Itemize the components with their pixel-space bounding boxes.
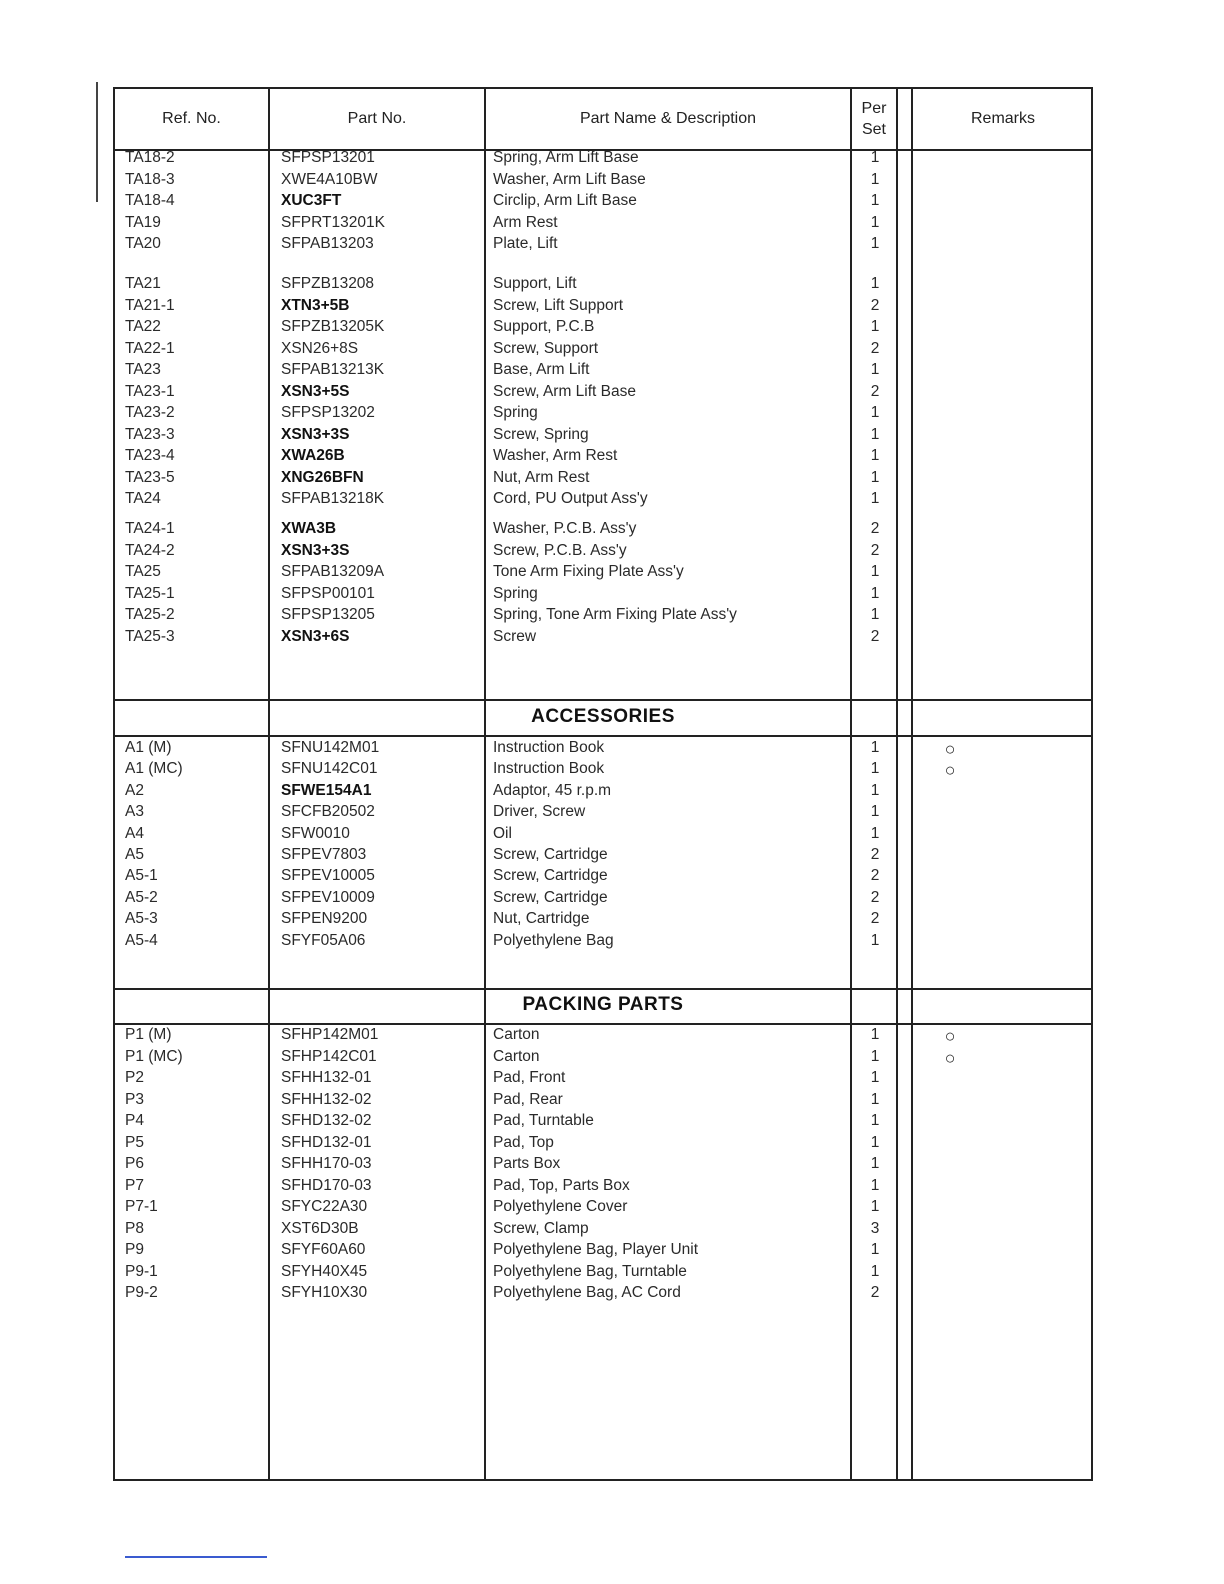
per-set-cell: 1 (870, 1241, 880, 1258)
description-cell: Nut, Cartridge (493, 910, 590, 928)
table-row (115, 214, 1091, 235)
description-cell: Adaptor, 45 r.p.m (493, 781, 612, 799)
per-set-cell: 1 (870, 1262, 880, 1280)
per-set-cell: 1 (870, 1133, 880, 1151)
per-set-cell: 1 (870, 1176, 880, 1194)
table-row (115, 1220, 1091, 1241)
ref-no-cell: TA18-2 (125, 149, 175, 166)
per-set-cell: 1 (870, 931, 880, 949)
part-no-cell: SFHH132-02 (281, 1090, 372, 1108)
table-row (115, 739, 1091, 760)
remarks-cell: ○ (944, 1047, 956, 1068)
per-set-cell: 2 (870, 520, 880, 537)
per-set-cell: 1 (870, 170, 880, 188)
part-no-cell: SFYH10X30 (281, 1284, 368, 1301)
ref-no-cell: TA23-2 (125, 404, 175, 421)
per-set-cell: 1 (870, 361, 880, 378)
header-remarks: Remarks (970, 110, 1035, 127)
table-row (115, 1284, 1091, 1305)
ref-no-cell: TA24-1 (125, 520, 175, 537)
ref-no-cell: TA25-1 (125, 584, 175, 602)
per-set-cell: 1 (870, 192, 880, 209)
table-row (115, 1112, 1091, 1133)
header-per-set-line2: Set (861, 121, 886, 138)
per-set-cell: 1 (870, 1026, 880, 1043)
table-row (115, 889, 1091, 910)
description-cell: Screw (493, 627, 537, 645)
per-set-cell: 1 (870, 404, 880, 421)
ref-no-cell: TA23-3 (125, 425, 175, 443)
ref-no-cell: A3 (125, 803, 144, 821)
ref-no-cell: P9-1 (125, 1262, 158, 1280)
description-cell: Screw, Arm Lift Base (493, 382, 636, 400)
description-cell: Plate, Lift (493, 235, 558, 252)
ref-no-cell: A5-4 (125, 931, 158, 949)
part-no-cell: SFPAB13203 (281, 235, 374, 252)
part-no-cell: SFPAB13213K (281, 361, 385, 378)
table-row (115, 803, 1091, 824)
per-set-cell: 1 (870, 235, 880, 252)
table-row (115, 235, 1091, 256)
description-cell: Screw, Clamp (493, 1219, 589, 1237)
part-no-cell: SFPEV10005 (281, 867, 375, 885)
part-no-cell: XSN3+6S (281, 627, 350, 645)
part-no-cell: SFPZB13205K (281, 318, 385, 335)
table-row (115, 318, 1091, 339)
description-cell: Screw, Cartridge (493, 846, 608, 863)
per-set-cell: 1 (870, 584, 880, 602)
ref-no-cell: P9 (125, 1241, 144, 1258)
description-cell: Support, P.C.B (493, 318, 595, 335)
part-no-cell: SFYF60A60 (281, 1241, 366, 1258)
header-description: Part Name & Description (579, 110, 757, 127)
ref-no-cell: TA21 (125, 275, 161, 292)
description-cell: Support, Lift (493, 275, 577, 292)
description-cell: Carton (493, 1047, 540, 1065)
part-no-cell: SFPAB13218K (281, 490, 385, 507)
part-no-cell: SFHH170-03 (281, 1155, 372, 1172)
table-row (115, 1069, 1091, 1090)
part-no-cell: SFHH132-01 (281, 1069, 372, 1086)
table-row (115, 1026, 1091, 1047)
description-cell: Spring (493, 584, 538, 602)
table-row (115, 520, 1091, 541)
section-divider (115, 988, 1091, 990)
description-cell: Polyethylene Bag, AC Cord (493, 1284, 681, 1301)
part-no-cell: SFNU142M01 (281, 739, 380, 756)
per-set-cell: 1 (870, 149, 880, 166)
ref-no-cell: TA25-3 (125, 627, 175, 645)
table-row (115, 542, 1091, 563)
ref-no-cell: TA23-1 (125, 382, 175, 400)
part-no-cell: SFHP142M01 (281, 1026, 379, 1043)
ref-no-cell: A5 (125, 846, 144, 863)
table-row (115, 1091, 1091, 1112)
per-set-cell: 1 (870, 739, 880, 756)
ref-no-cell: TA25 (125, 563, 161, 580)
description-cell: Cord, PU Output Ass'y (493, 490, 648, 507)
remarks-cell: ○ (944, 1026, 956, 1046)
ref-no-cell: P6 (125, 1155, 144, 1172)
description-cell: Pad, Rear (493, 1090, 563, 1108)
ref-no-cell: P7 (125, 1176, 144, 1194)
per-set-cell: 1 (870, 1090, 880, 1108)
per-set-cell: 1 (870, 563, 880, 580)
part-no-cell: SFPSP13202 (281, 404, 375, 421)
table-row (115, 383, 1091, 404)
description-cell: Pad, Top (493, 1133, 554, 1151)
description-cell: Polyethylene Bag (493, 931, 614, 949)
per-set-cell: 1 (870, 275, 880, 292)
table-row (115, 171, 1091, 192)
per-set-cell: 1 (870, 490, 880, 507)
table-row (115, 1155, 1091, 1176)
description-cell: Screw, Support (493, 339, 599, 357)
per-set-cell: 1 (870, 318, 880, 335)
footer-rule (125, 1556, 267, 1558)
table-row (115, 1048, 1091, 1069)
ref-no-cell: P8 (125, 1219, 144, 1237)
description-cell: Circlip, Arm Lift Base (493, 192, 637, 209)
description-cell: Washer, P.C.B. Ass'y (493, 520, 637, 537)
description-cell: Washer, Arm Lift Base (493, 170, 646, 188)
part-no-cell: SFHD132-02 (281, 1112, 372, 1129)
per-set-cell: 2 (870, 296, 880, 314)
table-row (115, 340, 1091, 361)
table-row (115, 447, 1091, 468)
per-set-cell: 1 (870, 1198, 880, 1215)
ref-no-cell: P2 (125, 1069, 144, 1086)
per-set-cell: 2 (870, 339, 880, 357)
table-row (115, 1241, 1091, 1262)
header-per-set (852, 89, 896, 149)
ref-no-cell: A2 (125, 781, 144, 799)
part-no-cell: XUC3FT (281, 192, 342, 209)
packing-parts-title: PACKING PARTS (522, 994, 684, 1015)
ref-no-cell: TA20 (125, 235, 161, 252)
table-row (115, 585, 1091, 606)
description-cell: Washer, Arm Rest (493, 447, 618, 464)
description-cell: Screw, Cartridge (493, 867, 608, 885)
table-row (115, 1177, 1091, 1198)
part-no-cell: SFYC22A30 (281, 1198, 368, 1215)
part-no-cell: SFCFB20502 (281, 803, 375, 821)
description-cell: Oil (493, 824, 512, 842)
description-cell: Carton (493, 1026, 540, 1043)
part-no-cell: XSN26+8S (281, 339, 359, 357)
ref-no-cell: TA23 (125, 361, 161, 378)
part-no-cell: XTN3+5B (281, 296, 350, 314)
section-divider (115, 699, 1091, 701)
per-set-cell: 1 (870, 606, 880, 623)
table-row (115, 825, 1091, 846)
part-no-cell: SFPZB13208 (281, 275, 375, 292)
per-set-cell: 1 (870, 425, 880, 443)
part-no-cell: XWE4A10BW (281, 170, 378, 188)
ref-no-cell: P4 (125, 1112, 144, 1129)
per-set-cell: 1 (870, 824, 880, 842)
ref-no-cell: TA23-4 (125, 447, 175, 464)
part-no-cell: SFHD132-01 (281, 1133, 372, 1151)
table-row (115, 628, 1091, 649)
per-set-cell: 1 (870, 1047, 880, 1065)
per-set-cell: 2 (870, 1284, 880, 1301)
table-row (115, 149, 1091, 170)
ref-no-cell: TA24 (125, 490, 161, 507)
ref-no-cell: A1 (M) (125, 739, 172, 756)
table-row (115, 297, 1091, 318)
table-row (115, 404, 1091, 425)
ref-no-cell: P5 (125, 1133, 144, 1151)
part-no-cell: XWA26B (281, 447, 345, 464)
description-cell: Pad, Front (493, 1069, 566, 1086)
part-no-cell: SFWE154A1 (281, 781, 372, 799)
part-no-cell: SFPSP00101 (281, 584, 375, 602)
per-set-cell: 1 (870, 447, 880, 464)
table-row (115, 426, 1091, 447)
table-row (115, 932, 1091, 953)
table-row (115, 1198, 1091, 1219)
description-cell: Spring, Tone Arm Fixing Plate Ass'y (493, 606, 737, 623)
table-row (115, 490, 1091, 511)
part-no-cell: SFPEN9200 (281, 910, 368, 928)
part-no-cell: SFHD170-03 (281, 1176, 372, 1194)
part-no-cell: XST6D30B (281, 1219, 359, 1237)
ref-no-cell: A5-2 (125, 888, 158, 906)
per-set-cell: 1 (870, 213, 880, 231)
per-set-cell: 3 (870, 1219, 880, 1237)
ref-no-cell: TA24-2 (125, 541, 175, 559)
description-cell: Spring (493, 404, 538, 421)
description-cell: Screw, Cartridge (493, 888, 608, 906)
ref-no-cell: A5-3 (125, 910, 158, 928)
per-set-cell: 2 (870, 627, 880, 645)
table-row (115, 469, 1091, 490)
part-no-cell: XSN3+3S (281, 541, 350, 559)
header-per-set-line1: Per (861, 100, 887, 117)
part-no-cell: XSN3+3S (281, 425, 350, 443)
part-no-cell: SFPSP13205 (281, 606, 375, 623)
part-no-cell: SFPAB13209A (281, 563, 385, 580)
ref-no-cell: TA22 (125, 318, 161, 335)
table-row (115, 606, 1091, 627)
remarks-cell: ○ (944, 760, 956, 781)
ref-no-cell: TA25-2 (125, 606, 175, 623)
header-ref-no: Ref. No. (162, 110, 221, 127)
per-set-cell: 2 (870, 867, 880, 885)
description-cell: Polyethylene Cover (493, 1198, 628, 1215)
part-no-cell: SFW0010 (281, 824, 350, 842)
ref-no-cell: TA21-1 (125, 296, 175, 314)
ref-no-cell: P1 (M) (125, 1026, 172, 1043)
per-set-cell: 1 (870, 1112, 880, 1129)
description-cell: Screw, P.C.B. Ass'y (493, 541, 627, 559)
part-no-cell: XWA3B (281, 520, 337, 537)
per-set-cell: 1 (870, 468, 880, 486)
per-set-cell: 1 (870, 781, 880, 799)
description-cell: Driver, Screw (493, 803, 586, 821)
section-divider (115, 735, 1091, 737)
ref-no-cell: TA22-1 (125, 339, 175, 357)
per-set-cell: 1 (870, 1069, 880, 1086)
description-cell: Tone Arm Fixing Plate Ass'y (493, 563, 684, 580)
per-set-cell: 1 (870, 803, 880, 821)
ref-no-cell: A5-1 (125, 867, 158, 885)
section-divider (115, 1023, 1091, 1025)
table-row (115, 192, 1091, 213)
ref-no-cell: TA23-5 (125, 468, 175, 486)
ref-no-cell: P7-1 (125, 1198, 158, 1215)
description-cell: Nut, Arm Rest (493, 468, 590, 486)
table-row (115, 867, 1091, 888)
ref-no-cell: P1 (MC) (125, 1047, 183, 1065)
per-set-cell: 2 (870, 888, 880, 906)
part-no-cell: SFYH40X45 (281, 1262, 368, 1280)
table-row (115, 1134, 1091, 1155)
description-cell: Spring, Arm Lift Base (493, 149, 639, 166)
accessories-title: ACCESSORIES (531, 706, 675, 727)
part-no-cell: SFPSP13201 (281, 149, 375, 166)
per-set-cell: 2 (870, 382, 880, 400)
table-row (115, 1263, 1091, 1284)
ref-no-cell: P9-2 (125, 1284, 158, 1301)
description-cell: Pad, Turntable (493, 1112, 594, 1129)
description-cell: Polyethylene Bag, Turntable (493, 1262, 687, 1280)
per-set-cell: 2 (870, 846, 880, 863)
table-row (115, 782, 1091, 803)
remarks-cell: ○ (944, 739, 956, 759)
part-no-cell: SFYF05A06 (281, 931, 366, 949)
description-cell: Parts Box (493, 1155, 561, 1172)
ref-no-cell: TA18-3 (125, 170, 175, 188)
per-set-cell: 1 (870, 1155, 880, 1172)
ref-no-cell: A4 (125, 824, 144, 842)
table-row (115, 910, 1091, 931)
ref-no-cell: TA19 (125, 213, 161, 231)
part-no-cell: XNG26BFN (281, 468, 364, 486)
per-set-cell: 2 (870, 541, 880, 559)
description-cell: Screw, Lift Support (493, 296, 624, 314)
part-no-cell: SFPEV7803 (281, 846, 367, 863)
ref-no-cell: TA18-4 (125, 192, 175, 209)
ref-no-cell: A1 (MC) (125, 760, 183, 778)
header-part-no: Part No. (347, 110, 407, 127)
table-row (115, 361, 1091, 382)
description-cell: Instruction Book (493, 760, 605, 778)
part-no-cell: SFHP142C01 (281, 1047, 377, 1065)
table-row (115, 275, 1091, 296)
per-set-cell: 2 (870, 910, 880, 928)
per-set-cell: 1 (870, 760, 880, 778)
part-no-cell: XSN3+5S (281, 382, 350, 400)
description-cell: Screw, Spring (493, 425, 589, 443)
part-no-cell: SFPEV10009 (281, 888, 375, 906)
description-cell: Pad, Top, Parts Box (493, 1176, 630, 1194)
parts-list-table (113, 87, 1093, 1481)
description-cell: Base, Arm Lift (493, 361, 590, 378)
table-row (115, 846, 1091, 867)
description-cell: Instruction Book (493, 739, 605, 756)
table-row (115, 563, 1091, 584)
table-row (115, 760, 1091, 781)
part-no-cell: SFPRT13201K (281, 213, 385, 231)
description-cell: Arm Rest (493, 213, 558, 231)
margin-line (96, 82, 98, 202)
ref-no-cell: P3 (125, 1090, 144, 1108)
part-no-cell: SFNU142C01 (281, 760, 378, 778)
description-cell: Polyethylene Bag, Player Unit (493, 1241, 699, 1258)
